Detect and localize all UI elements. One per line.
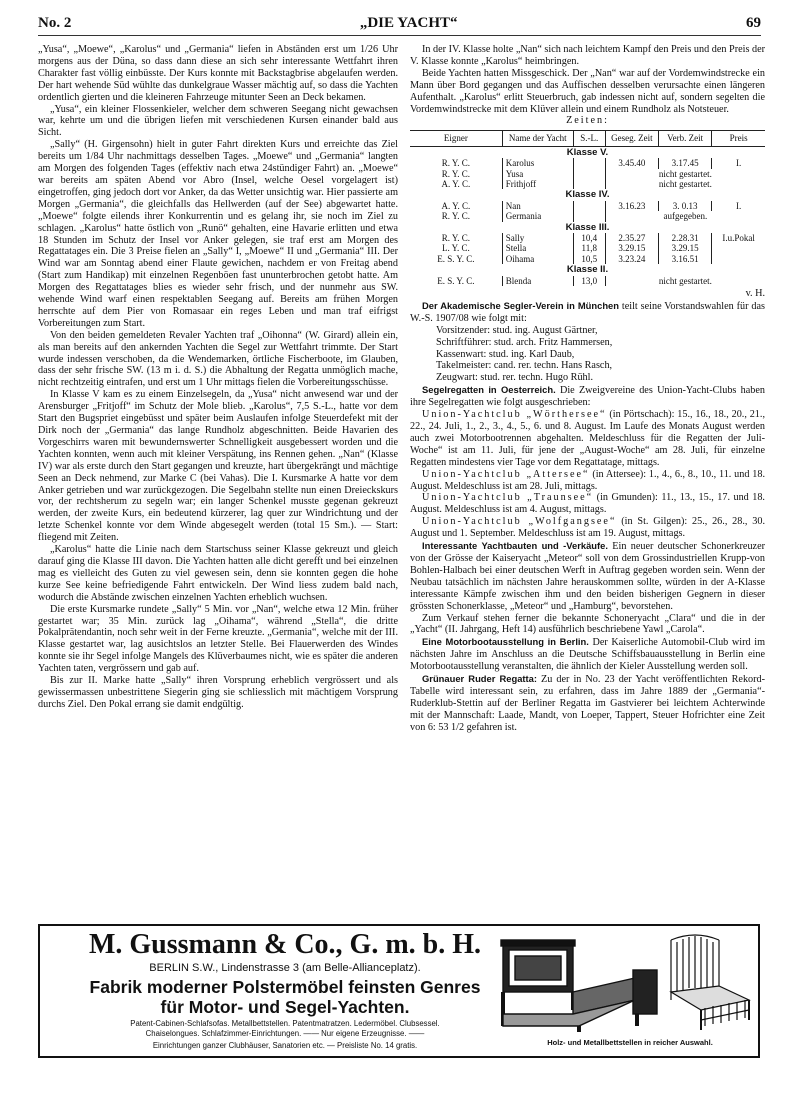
class-heading: Klasse V.	[566, 146, 609, 158]
owner-cell: A. Y. C.	[441, 200, 471, 211]
bedstead-illustrations	[495, 930, 755, 1036]
yacht-name-cell: Oihama	[502, 254, 573, 264]
metal-bed-icon	[671, 935, 749, 1030]
paragraph: Beide Yachten hatten Missgeschick. Der „Nan“ war auf der Vordemwindstrecke ein Mann über Bord gegangen und das Auffischen desselben verursachte einen längeren Aufenthalt. „Karolus“ erlitt Steuerbruch, gab indessen nicht auf, sondern segelten die Vordemwindstrecke mit dem Klüver allein und einem Rundholz als Notsteuer.	[410, 67, 765, 115]
table-row	[410, 233, 765, 243]
results-body	[410, 146, 765, 286]
sailed-time-cell: 3.16.23	[605, 201, 658, 211]
corrected-time-cell: 3.17.45	[658, 158, 711, 168]
yacht-name-cell: Stella	[502, 243, 573, 253]
issue-number: No. 2	[38, 15, 72, 31]
paragraph: In Klasse V kam es zu einem Einzelsegeln, da „Yusa“ nicht anwesend war und der Arensburger „Fritjoff“ im Schutz der Mole blieb. „Karolus“, 7,5 S.-L., hatte vor dem Start den Bugspriet eingebüsst und später beim Auslaufen infolge Steuerdefekt mit der Dirk noch der „Germania“ das lange Rundholz abgeschnitten. Beide Havarien des Vorgeschirrs waren mit bewundernswerter Schnelligkeit ausgebessert worden und die Yachten konnten, wenn auch mit kleiner Verspätung, ins Rennen gehen. „Nan“ (Klasse IV) war als erste durch den Start gegangen und kreuzte, hart übergekrängt und mächtige Seen an Deck nehmend, zur Marke C (bei Vahas). Die I. Kursmarke A hatte vor dem Anker getrieben und war zurückgezogen. Die Segelbahn stellte nun einen Dreieckskurs vor, der rechtsherum zu segeln war; ein langer Schenkel musste gegenan gekreuzt werden, der zweite Kurs, ein bedeutend kürzerer, lag quer zur Windrichtung und der letzte Schenkel konnte vor dem Winde abgesegelt werden (total 15 Sm.). — Start: fliegend mit Zeiten.	[38, 389, 398, 544]
table-row	[410, 276, 765, 286]
club-name: Union-Yachtclub „Wörthersee“	[422, 409, 607, 421]
list-item: Vorsitzender: stud. ing. August Gärtner,	[436, 324, 598, 336]
length-cell	[573, 201, 605, 211]
sailed-time-cell: 2.35.27	[605, 233, 658, 243]
prize-cell: I.	[712, 201, 765, 211]
owner-cell: R. Y. C.	[441, 168, 471, 179]
journal-title: „DIE YACHT“	[359, 15, 458, 31]
sailed-time-cell: 3.45.40	[605, 158, 658, 168]
class-heading-row	[410, 222, 765, 233]
owner-cell: R. Y. C.	[441, 211, 471, 222]
paragraph: „Yusa“, ein kleiner Flossenkieler, welcher dem schweren Seegang nicht gewachsen war, kehrte um und die übrigen liefen mit verschiedenen Kursen einander bald aus Sicht.	[38, 103, 398, 139]
ad-products-line: Chaiselongues. Schlafzimmer-Einrichtungen. —— Nur eigene Erzeugnisse. ——	[145, 1029, 425, 1038]
board-list	[410, 325, 765, 385]
club-text: (in Pörtschach): 15., 16., 18., 20., 21., 22., 24. Juli, 1., 2., 3., 4., 5., 6. und 8. August. Im Laufe des Monats August werden auch zwei Motorbootrennen abgehalten. Meldeschluss für die Regatten der Juli-Woche“ ist am 11. Juli, für jene der „August-Woche“ am 28. Juli, für einzelne Regatten mindestens vier Tage vor dem Regattatage, mittags.	[410, 409, 765, 468]
paragraph: „Karolus“ hatte die Linie nach dem Startschuss seiner Klasse gekreuzt und gleich darauf ging die Klasse III davon. Die Yachten hatten alle dicht gerefft und bei einzelnen mag es vielleicht des Guten zu viel gewesen sein, denn sie konnten gegen die hohe kurze See keine befriedigende Fahrt entwickeln. Der Wind liess zudem bald nach, wodurch die Abstände zwischen einzelnen Yachten erheblich wuchsen.	[38, 544, 398, 603]
owner-cell: R. Y. C.	[441, 233, 471, 243]
paragraph: Bis zur II. Marke hatte „Sally“ ihren Vorsprung erheblich vergrössert und als gewissermassen unbestrittene Siegerin ging sie schliesslich mit mächtigem Vorsprung durchs Ziel. Den Pokal errang sie damit endgültig.	[38, 675, 398, 710]
section-title: Interessante Yachtbauten und -Verkäufe.	[422, 540, 608, 552]
column-header: Verb. Zeit	[658, 131, 711, 146]
club-name: Union-Yachtclub „Wolfgangsee“	[422, 516, 617, 528]
paragraph-club	[410, 516, 765, 540]
length-cell: 10,5	[573, 254, 605, 264]
column-header: Eigner	[410, 131, 502, 146]
column-header: S.-L.	[573, 131, 605, 146]
length-cell	[573, 211, 605, 221]
status-cell: nicht gestartet.	[605, 276, 765, 286]
length-cell: 10,4	[573, 233, 605, 243]
signature: v. H.	[745, 288, 765, 300]
club-text: (in Attersee): 1., 4., 6., 8., 10., 11. und 18. August. Meldeschluss ist am 28. Juli, mittags.	[410, 468, 765, 492]
length-cell: 13,0	[573, 276, 605, 286]
page-header	[38, 8, 761, 36]
corrected-time-cell: 2.28.31	[658, 233, 711, 243]
club-name: Union-Yachtclub „Attersee“	[422, 468, 590, 480]
left-column	[38, 44, 398, 711]
right-column	[410, 44, 765, 734]
class-heading: Klasse II.	[566, 264, 609, 276]
corrected-time-cell: 3. 0.13	[658, 201, 711, 211]
class-heading-row	[410, 146, 765, 158]
class-heading: Klasse IV.	[565, 189, 610, 201]
paragraph-oesterreich	[410, 384, 765, 409]
club-name: Union-Yachtclub „Traunsee“	[422, 492, 594, 504]
page-number: 69	[745, 15, 761, 31]
sailed-time-cell: 3.23.24	[605, 254, 658, 264]
club-text: (in Gmunden): 11., 13., 15., 17. und 18. August. Meldeschluss ist am 4. August, mittags.	[410, 492, 765, 516]
results-title: Zeiten:	[566, 115, 609, 127]
table-row	[410, 254, 765, 264]
prize-cell	[712, 254, 765, 264]
section-text: Zu der in No. 23 der Yacht veröffentlichten Rekord-Tabelle wird interessant sein, zu erfahren, dass im Jahre 1889 der „Germania“-Ruderklub-Stettin auf der Berliner Regatta im Gastvierer bei leichtem Achterwinde mit der Mannschaft: Laade, Mandt, von Loeper, Tappert, Steuer Hofrichter eine Zeit von 6: 53 1/2 gefahren ist.	[410, 674, 766, 733]
paragraph-gruenauer	[410, 673, 765, 734]
paragraph-motorboot	[410, 636, 765, 673]
paragraph: „Sally“ (H. Girgensohn) hielt in guter Fahrt direkten Kurs und erreichte das Ziel bereits um 1/84 Uhr nachmittags desselben Tages. „Moewe“ und „Germania“ langten am Morgen des folgenden Tages (effektiv nach etwa 24stündiger Fahrt) an. „Moewe“ war bereits am späten Abend vor Abro (Insel, welche Oesel vorgelagert ist) eingetroffen, ging jedoch dort vor Anker, da das Wetter unsichtig war. Hier passierte am Morgen „Germania“, die gleichfalls das Hellwerden (auf der See) abgewartet hatte. „Moewe“ folgte eilends ihrer Konkurrentin und es gelang ihr, sie noch im Ziel zu schlagen. „Karolus“ hatte östlich von „Runö“ gehalten, eine Havarie erlitten und etwa 18 Stunden im Schutz der Insel vor Anker gelegen, sie traf erst am Morgen des Regattatages ein. Die 3 Preise fielen an „Sally“ I, „Moewe“ II und „Germania“ III. Der Wind war am Sonntag abend einer Flaute gewichen, nachdem er von Freitag abend (Start zum Handikap) mit einzelnen Regenböen fast ununterbrochen getobt hatte. Am Morgen des Regattatages blies es wieder sehr frisch, und der nunmehr aus SW. wehende Wind warf einen respektablen Seegang auf. Bereits am frühen Morgen herrschte auf dem Pier von Romasaar ein reges Leben und man traf eifrigst Vorbereitungen zum Start.	[38, 139, 398, 329]
ad-headline-line: Fabrik moderner Polstermöbel feinsten Genres	[89, 977, 481, 997]
ad-caption: Holz- und Metallbettstellen in reicher Auswahl.	[547, 1038, 713, 1047]
class-heading-row	[410, 264, 765, 275]
paragraph: Zum Verkauf stehen ferner die bekannte Schoneryacht „Clara“ und die in der „Yacht“ (II. Jahrgang, Heft 14) ausführlich beschriebene Yawl „Carola“.	[410, 612, 765, 636]
yacht-name-cell: Nan	[502, 201, 573, 211]
list-item: Takelmeister: cand. rer. techn. Hans Rasch,	[436, 360, 613, 372]
length-cell: 11,8	[573, 243, 605, 253]
paragraph: In der IV. Klasse holte „Nan“ sich nach leichtem Kampf den Preis und den Preis der V. Klasse konnte „Karolus“ heimbringen.	[410, 44, 765, 67]
length-cell	[573, 158, 605, 168]
table-header-row	[410, 131, 765, 146]
table-row	[410, 179, 765, 189]
section-text: Ein neuer deutscher Schonerkreuzer von der Grösse der Kaiseryacht „Meteor“ soll von dem Grossindustriellen Krupp-von Bohlen-Halbach bei einer deutschen Werft in Auftrag gegeben worden sein. Wenn der Neubau tatsächlich im nächsten Jahre herauskommen sollte, würden in der A-Klasse interessante Kämpfe zwischen ihm und den beiden bisherigen Gegnern in dieser grössten Schonerklasse, „Meteor“ und „Hamburg“, bevorstehen.	[410, 541, 765, 612]
corrected-time-cell: 3.16.51	[658, 254, 711, 264]
section-title: Segelregatten in Oesterreich.	[422, 384, 556, 396]
prize-cell	[712, 243, 765, 253]
length-cell	[573, 169, 605, 179]
length-cell	[573, 179, 605, 189]
yacht-name-cell: Karolus	[502, 158, 573, 168]
sailed-time-cell: 3.29.15	[605, 243, 658, 253]
status-cell: aufgegeben.	[605, 211, 765, 221]
table-row	[410, 158, 765, 168]
table-row	[410, 201, 765, 211]
owner-cell: L. Y. C.	[442, 243, 470, 254]
owner-cell: E. S. Y. C.	[437, 253, 475, 264]
paragraph-club	[410, 492, 765, 516]
status-cell: nicht gestartet.	[605, 169, 765, 179]
ad-headline	[50, 977, 520, 1017]
paragraph: Von den beiden gemeldeten Revaler Yachten traf „Oihonna“ (W. Girard) allein ein, als man bereits auf den ankernden Yachten die Segel zur Wettfahrt trimmte. Der Start wurde indessen verschoben, da die Wendemarken, örtliche Fischerboote, im Glauben, dass der sehr frische SW. (13 m i. d. S.) die Abhaltung der Regatta unmöglich mache, nicht rechtzeitig eintrafen, und erst um 1 Uhr mittags fielen die Vorbereitungsschüsse.	[38, 329, 398, 389]
yacht-name-cell: Blenda	[502, 276, 573, 286]
ad-headline-line: für Motor- und Segel-Yachten.	[160, 997, 410, 1017]
paragraph-yachtbauten	[410, 540, 765, 612]
owner-cell: A. Y. C.	[441, 178, 471, 189]
yacht-name-cell: Sally	[502, 233, 573, 243]
section-title: Eine Motorbootausstellung in Berlin.	[422, 636, 589, 648]
list-item: Kassenwart: stud. ing. Karl Daub,	[436, 348, 575, 360]
table-row	[410, 169, 765, 179]
section-title: Der Akademische Segler-Verein in München	[422, 299, 619, 311]
owner-cell: R. Y. C.	[441, 158, 471, 169]
column-header: Preis	[712, 131, 765, 146]
prize-cell: I.u.Pokal	[712, 233, 765, 243]
status-cell: nicht gestartet.	[605, 179, 765, 189]
section-text: Die Zweigvereine des Union-Yacht-Clubs haben ihre Segelregatten wie folgt ausgeschrieben:	[410, 385, 765, 409]
column-header: Name der Yacht	[502, 131, 573, 146]
yacht-name-cell: Frithjoff	[502, 179, 573, 189]
paragraph-club	[410, 469, 765, 493]
paragraph-akademischer	[410, 300, 765, 325]
prize-cell: I.	[712, 158, 765, 168]
ad-address: BERLIN S.W., Lindenstrasse 3 (am Belle-Allianceplatz).	[149, 962, 421, 974]
table-row	[410, 211, 765, 221]
club-text: (in St. Gilgen): 25., 26., 28., 30. August und 1. September. Meldeschluss ist am 19. August, mittags.	[410, 516, 765, 540]
section-text: Der Kaiserliche Automobil-Club wird im nächsten Jahre im Anschluss an die Deutsche Schiffsbauausstellung in Berlin eine Motorbootausstellung veranstalten, die ähnlich der Kieler Ausstellung werden soll.	[410, 637, 765, 673]
section-text: teilt seine Vorstandswahlen für das W.-S. 1907/08 wie folgt mit:	[410, 300, 765, 324]
results-table	[410, 130, 765, 286]
paragraph-club	[410, 409, 765, 469]
advertisement	[38, 924, 760, 1058]
ad-company-name: M. Gussmann & Co., G. m. b. H.	[88, 929, 482, 960]
list-item: Schriftführer: stud. arch. Fritz Hammersen,	[436, 336, 613, 348]
class-heading: Klasse III.	[565, 221, 610, 233]
section-title: Grünauer Ruder Regatta:	[422, 673, 537, 685]
paragraph: „Yusa“, „Moewe“, „Karolus“ und „Germania“ liefen in Abständen erst um 1/26 Uhr morgens aus der Düna, so dass dann diese an sich sehr interessante Wettfahrt ihren Charakter fast völlig einbüsste. Der Kurs konnte mit Backstagbrise abgelaufen werden. Der hart wehende Süd wühlte das dunkelgraue Wasser mächtig auf, so dass die Yachten ordentlich gierten und die kleineren Fahrzeuge mitunter Seen an Deck bekamen.	[38, 44, 398, 103]
class-heading-row	[410, 189, 765, 200]
column-header: Geseg. Zeit	[605, 131, 658, 146]
yacht-name-cell: Yusa	[502, 169, 573, 179]
ad-pricelist-line: Einrichtungen ganzer Clubhäuser, Sanatorien etc. — Preisliste No. 14 gratis.	[152, 1041, 418, 1050]
owner-cell: E. S. Y. C.	[437, 275, 475, 286]
ad-products-line: Patent-Cabinen-Schlafsofas. Metallbettstellen. Patentmatratzen. Ledermöbel. Clubsessel.	[130, 1019, 440, 1028]
table-row	[410, 243, 765, 253]
corrected-time-cell: 3.29.15	[658, 243, 711, 253]
list-item: Zeugwart: stud. rer. techn. Hugo Rühl.	[436, 372, 594, 384]
wooden-bed-icon	[501, 940, 657, 1032]
yacht-name-cell: Germania	[502, 211, 573, 221]
paragraph: Die erste Kursmarke rundete „Sally“ 5 Min. vor „Nan“, welche etwa 12 Min. früher gestartet war; 35 Min. zurück lag „Oihama“, während „Stella“, die dritte Pokalprätendantin, noch sehr weit in der Ferne kreuzte. „Germania“, welche mit der III. Klasse gestartet war, lag ausichtslos an letzter Stelle. Bei Flauerwerden des Windes konnte sie ihr Segel infolge Mangels des Klüverbaumes nicht, wie es später die anderen Yachten taten, vergrössern und gab auf.	[38, 603, 398, 675]
